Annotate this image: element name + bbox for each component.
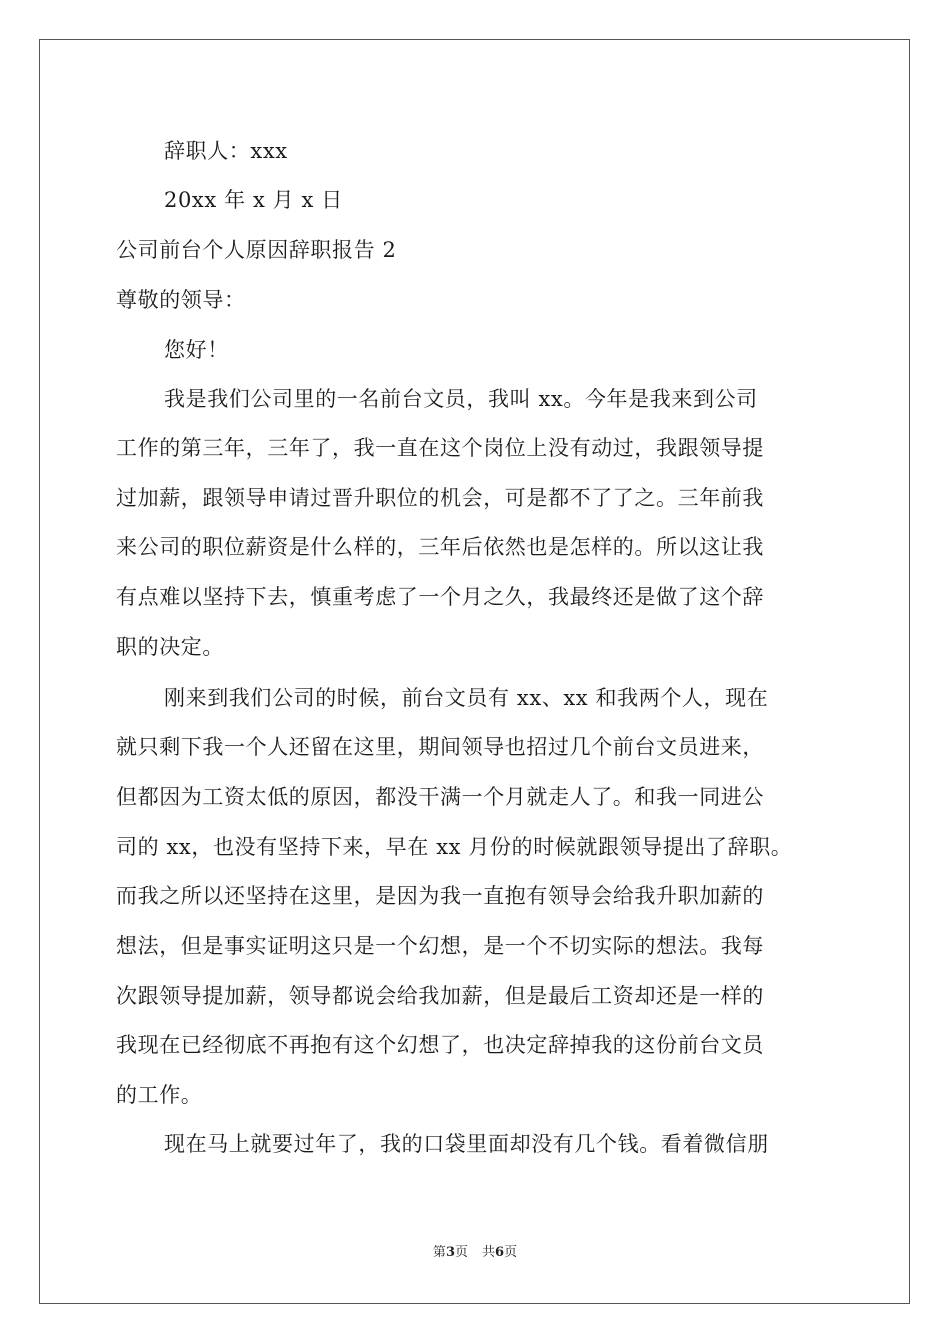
paragraph-line: 但都因为工资太低的原因，都没干满一个月就走人了。和我一同进公 (116, 785, 764, 809)
paragraph-line: 职的决定。 (116, 635, 224, 659)
total-page-number: 6 (495, 1245, 505, 1260)
paragraph-line: 过加薪，跟领导申请过晋升职位的机会，可是都不了了之。三年前我 (116, 486, 764, 510)
page-footer (0, 1244, 950, 1262)
greeting: 您好！ (164, 338, 229, 362)
paragraph-line: 我现在已经彻底不再抱有这个幻想了，也决定辞掉我的这份前台文员 (116, 1033, 764, 1057)
total-prefix: 共 (482, 1245, 496, 1260)
paragraph-line: 工作的第三年，三年了，我一直在这个岗位上没有动过，我跟领导提 (116, 436, 764, 460)
report-title: 公司前台个人原因辞职报告 2 (116, 238, 397, 262)
date-line: 20xx 年 x 月 x 日 (164, 188, 343, 212)
paragraph-line: 的工作。 (116, 1083, 203, 1107)
paragraph-line: 想法，但是事实证明这只是一个幻想，是一个不切实际的想法。我每 (116, 934, 764, 958)
page-prefix: 第 (432, 1245, 446, 1260)
paragraph-line: 有点难以坚持下去，慎重考虑了一个月之久，我最终还是做了这个辞 (116, 585, 764, 609)
paragraph-line: 次跟领导提加薪，领导都说会给我加薪，但是最后工资却还是一样的 (116, 984, 764, 1008)
salutation: 尊敬的领导： (116, 288, 246, 312)
paragraph-line: 我是我们公司里的一名前台文员，我叫 xx。今年是我来到公司 (164, 387, 758, 411)
paragraph-line: 而我之所以还坚持在这里，是因为我一直抱有领导会给我升职加薪的 (116, 884, 764, 908)
resigner-line: 辞职人：xxx (164, 139, 288, 163)
paragraph-line: 司的 xx，也没有坚持下来，早在 xx 月份的时候就跟领导提出了辞职。 (116, 835, 793, 859)
total-suffix: 页 (504, 1245, 518, 1260)
current-page-number: 3 (445, 1245, 455, 1260)
page-suffix: 页 (454, 1245, 468, 1260)
paragraph-line: 来公司的职位薪资是什么样的，三年后依然也是怎样的。所以这让我 (116, 535, 764, 559)
page-border (39, 39, 910, 1304)
paragraph-line: 现在马上就要过年了，我的口袋里面却没有几个钱。看着微信朋 (164, 1132, 769, 1156)
paragraph-line: 就只剩下我一个人还留在这里，期间领导也招过几个前台文员进来， (116, 735, 764, 759)
paragraph-line: 刚来到我们公司的时候，前台文员有 xx、xx 和我两个人，现在 (164, 686, 769, 710)
